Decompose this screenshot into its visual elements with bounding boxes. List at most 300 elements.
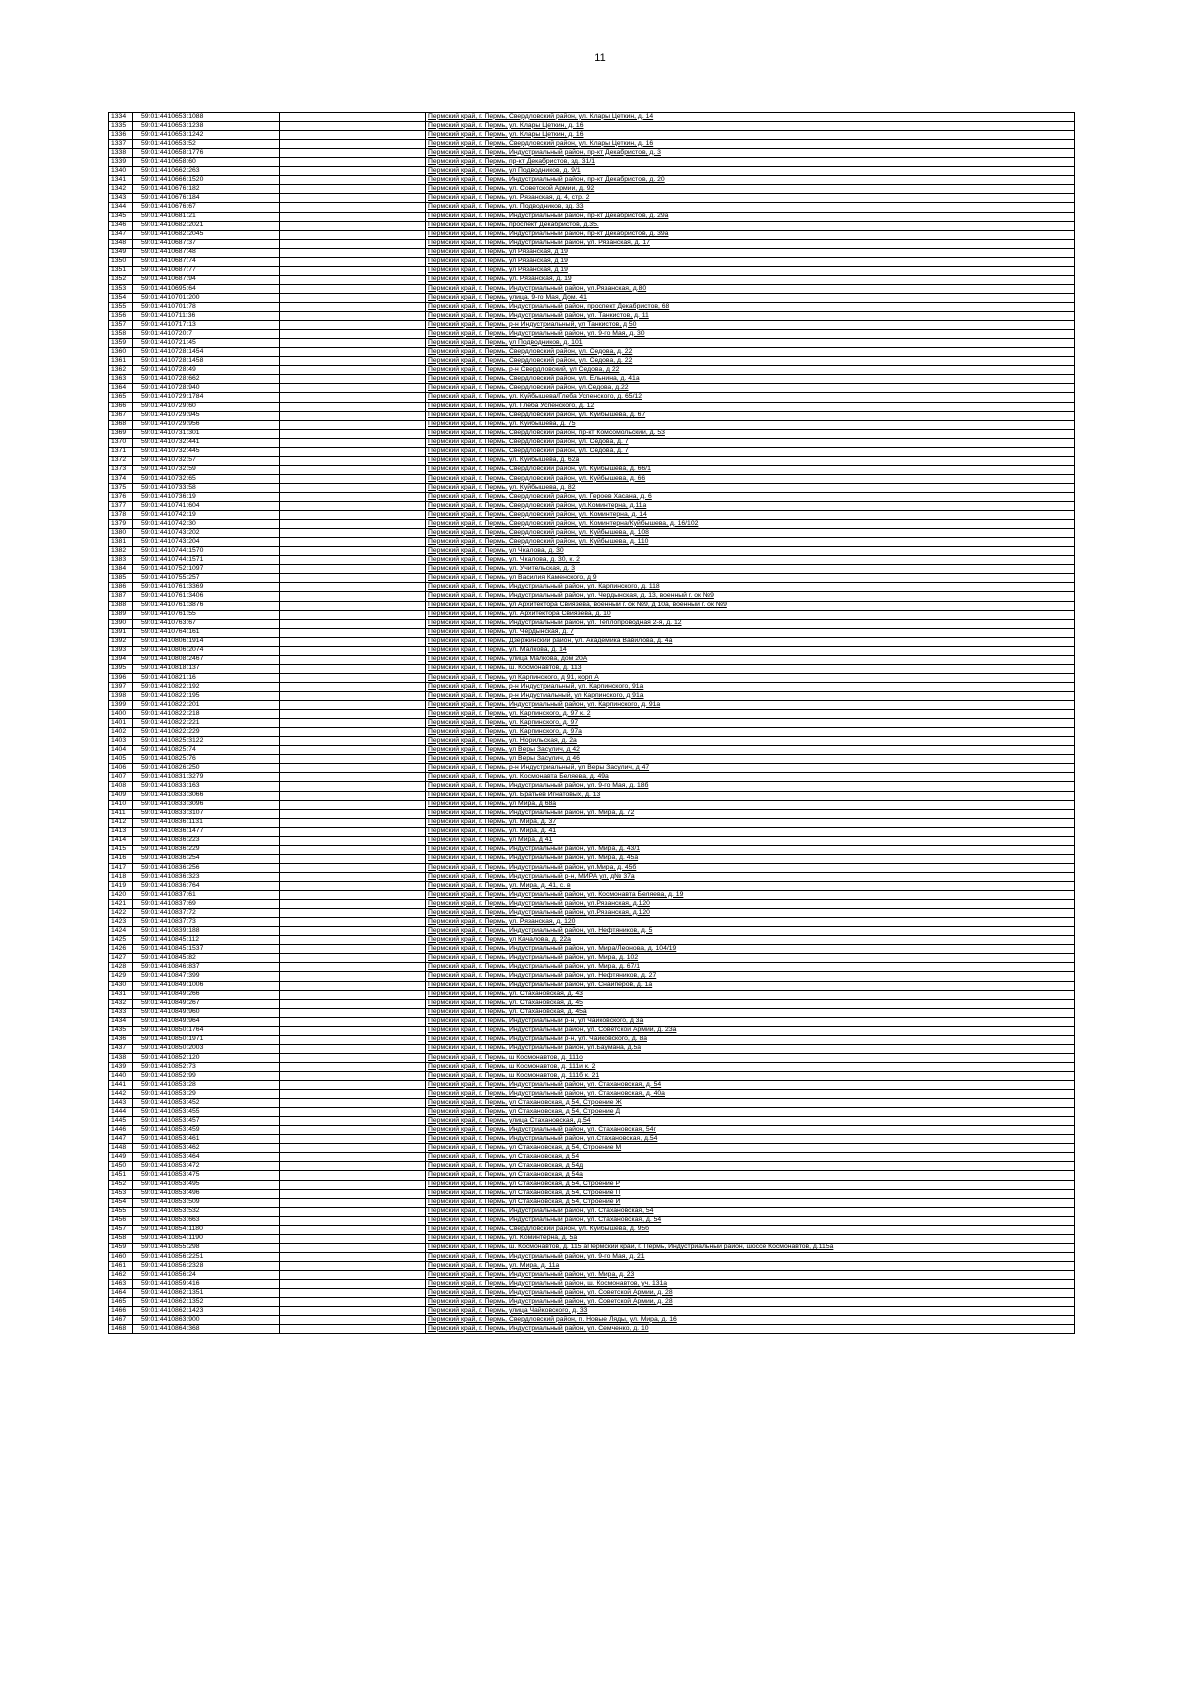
table-row (109, 1071, 1075, 1080)
row-number-cell: 1458 (109, 1234, 133, 1243)
table-row (109, 321, 1075, 330)
table-row (109, 646, 1075, 655)
address-cell: Пермский край, г. Пермь, ул. Рязанская, д. 19 (426, 275, 1075, 284)
empty-cell (280, 954, 426, 963)
address-cell: Пермский край, г. Пермь, Свердловский район, ул. Куйбышева, д. 66 (426, 474, 1075, 483)
address-cell: Пермский край, г. Пермь, ул. Стахановская, д. 45 (426, 999, 1075, 1008)
cadastral-number-cell: 59:01:4410853:28 (133, 1081, 280, 1090)
cadastral-number-cell: 59:01:4410729:1784 (133, 393, 280, 402)
address-cell: Пермский край, г. Пермь, ул Рязанская, д 19 (426, 266, 1075, 275)
table-row (109, 827, 1075, 836)
row-number-cell: 1468 (109, 1325, 133, 1334)
row-number-cell: 1334 (109, 113, 133, 122)
cadastral-number-cell: 59:01:4410744:1571 (133, 556, 280, 565)
row-number-cell: 1462 (109, 1271, 133, 1280)
table-row (109, 1216, 1075, 1225)
cadastral-number-cell: 59:01:4410676:184 (133, 194, 280, 203)
cadastral-number-cell: 59:01:4410728:1454 (133, 348, 280, 357)
table-row (109, 456, 1075, 465)
address-cell: Пермский край, г. Пермь, Индустриальный район, ул. 9-го Мая, д. 30 (426, 330, 1075, 339)
table-row (109, 1035, 1075, 1044)
empty-cell (280, 312, 426, 321)
cadastral-number-cell: 59:01:4410729:945 (133, 411, 280, 420)
cadastral-number-cell: 59:01:4410836:254 (133, 854, 280, 863)
cadastral-number-cell: 59:01:4410658:1776 (133, 149, 280, 158)
row-number-cell: 1348 (109, 239, 133, 248)
empty-cell (280, 737, 426, 746)
row-number-cell: 1363 (109, 375, 133, 384)
cadastral-number-cell: 59:01:4410666:1520 (133, 176, 280, 185)
empty-cell (280, 330, 426, 339)
empty-cell (280, 746, 426, 755)
empty-cell (280, 1090, 426, 1099)
address-cell: Пермский край, г. Пермь, ул. Мира, д. 11а (426, 1261, 1075, 1270)
row-number-cell: 1429 (109, 972, 133, 981)
address-cell: Пермский край, г. Пермь, ул. Карпинского, д. 97 к. 2 (426, 710, 1075, 719)
cadastral-number-cell: 59:01:4410764:161 (133, 628, 280, 637)
address-cell: Пермский край, г. Пермь, ул. Глеба Успенского, д. 12 (426, 402, 1075, 411)
row-number-cell: 1392 (109, 637, 133, 646)
table-row (109, 881, 1075, 890)
table-row (109, 465, 1075, 474)
row-number-cell: 1453 (109, 1189, 133, 1198)
row-number-cell: 1444 (109, 1108, 133, 1117)
table-row (109, 999, 1075, 1008)
row-number-cell: 1340 (109, 167, 133, 176)
cadastral-number-cell: 59:01:4410729:956 (133, 420, 280, 429)
empty-cell (280, 122, 426, 131)
empty-cell (280, 321, 426, 330)
table-row (109, 1044, 1075, 1053)
empty-cell (280, 266, 426, 275)
empty-cell (280, 845, 426, 854)
address-cell: Пермский край, г. Пермь, улица Малкова, дом 20А (426, 655, 1075, 664)
empty-cell (280, 429, 426, 438)
empty-cell (280, 800, 426, 809)
table-row (109, 682, 1075, 691)
empty-cell (280, 149, 426, 158)
row-number-cell: 1377 (109, 502, 133, 511)
row-number-cell: 1369 (109, 429, 133, 438)
empty-cell (280, 637, 426, 646)
address-cell: Пермский край, г. Пермь, Индустриальный район, ул. Космонавта Беляева, д. 19 (426, 891, 1075, 900)
cadastral-number-cell: 59:01:4410822:201 (133, 701, 280, 710)
row-number-cell: 1415 (109, 845, 133, 854)
row-number-cell: 1416 (109, 854, 133, 863)
empty-cell (280, 185, 426, 194)
empty-cell (280, 836, 426, 845)
address-cell: Пермский край, г. Пермь, ул Стахановская, д 54, Строение П (426, 1189, 1075, 1198)
table-row (109, 348, 1075, 357)
address-cell: Пермский край, г. Пермь, Индустриальный район, ул. Мира, д. 23 (426, 1271, 1075, 1280)
table-row (109, 972, 1075, 981)
row-number-cell: 1336 (109, 131, 133, 140)
row-number-cell: 1364 (109, 384, 133, 393)
row-number-cell: 1411 (109, 809, 133, 818)
address-cell: Пермский край, г. Пермь, Свердловский район, ул. Куйбышева, д. 95б (426, 1225, 1075, 1234)
empty-cell (280, 1243, 426, 1252)
cadastral-number-cell: 59:01:4410701:78 (133, 302, 280, 311)
table-row (109, 818, 1075, 827)
table-row (109, 701, 1075, 710)
table-row (109, 520, 1075, 529)
empty-cell (280, 809, 426, 818)
cadastral-number-cell: 59:01:4410853:29 (133, 1090, 280, 1099)
address-cell: Пермский край, г. Пермь, Индустриальный район, ул.Баумана, д.5а (426, 1044, 1075, 1053)
empty-cell (280, 1271, 426, 1280)
table-row (109, 185, 1075, 194)
row-number-cell: 1396 (109, 673, 133, 682)
table-row (109, 1153, 1075, 1162)
table-row (109, 1108, 1075, 1117)
table-row (109, 601, 1075, 610)
row-number-cell: 1430 (109, 981, 133, 990)
cadastral-number-cell: 59:01:4410849:267 (133, 999, 280, 1008)
empty-cell (280, 881, 426, 890)
empty-cell (280, 284, 426, 293)
address-cell: Пермский край, г. Пермь, проспект Декабристов, д.35. (426, 221, 1075, 230)
cadastral-number-cell: 59:01:4410676:182 (133, 185, 280, 194)
table-row (109, 302, 1075, 311)
row-number-cell: 1382 (109, 547, 133, 556)
table-row (109, 248, 1075, 257)
address-cell: Пермский край, г. Пермь, улица Чайковского, д. 33 (426, 1307, 1075, 1316)
cadastral-number-cell: 59:01:4410806:2074 (133, 646, 280, 655)
cadastral-number-cell: 59:01:4410731:301 (133, 429, 280, 438)
empty-cell (280, 1307, 426, 1316)
address-cell: Пермский край, г. Пермь, Индустриальный район, ул. 9-го Мая, д. 21 (426, 1252, 1075, 1261)
table-row (109, 1099, 1075, 1108)
cadastral-number-cell: 59:01:4410836:256 (133, 863, 280, 872)
row-number-cell: 1422 (109, 909, 133, 918)
address-cell: Пермский край, г. Пермь, ул. Учительская, д. 3 (426, 565, 1075, 574)
row-number-cell: 1360 (109, 348, 133, 357)
address-cell: Пермский край, г. Пермь, Свердловский район, ул. Клары Цеткин, д. 16 (426, 140, 1075, 149)
row-number-cell: 1387 (109, 592, 133, 601)
row-number-cell: 1403 (109, 737, 133, 746)
table-row (109, 1026, 1075, 1035)
row-number-cell: 1371 (109, 447, 133, 456)
row-number-cell: 1445 (109, 1117, 133, 1126)
address-cell: Пермский край, г. Пермь, Индустриальный район, ул. Теплопроводная 2-я, д. 12 (426, 619, 1075, 628)
cadastral-number-cell: 59:01:4410854:1180 (133, 1225, 280, 1234)
address-cell: Пермский край, г. Пермь, ул Стахановская, д 54 (426, 1153, 1075, 1162)
empty-cell (280, 764, 426, 773)
row-number-cell: 1402 (109, 728, 133, 737)
table-row (109, 809, 1075, 818)
cadastral-number-cell: 59:01:4410822:218 (133, 710, 280, 719)
table-row (109, 483, 1075, 492)
row-number-cell: 1438 (109, 1053, 133, 1062)
empty-cell (280, 230, 426, 239)
address-cell: Пермский край, г. Пермь, ул. Рязанская, д. 4, стр. 2 (426, 194, 1075, 203)
empty-cell (280, 438, 426, 447)
cadastral-number-cell: 59:01:4410711:36 (133, 312, 280, 321)
cadastral-number-cell: 59:01:4410837:69 (133, 900, 280, 909)
cadastral-number-cell: 59:01:4410836:764 (133, 881, 280, 890)
table-row (109, 746, 1075, 755)
table-row (109, 402, 1075, 411)
cadastral-number-cell: 59:01:4410822:192 (133, 682, 280, 691)
cadastral-number-cell: 59:01:4410862:1352 (133, 1298, 280, 1307)
cadastral-number-cell: 59:01:4410836:223 (133, 836, 280, 845)
row-number-cell: 1413 (109, 827, 133, 836)
row-number-cell: 1376 (109, 492, 133, 501)
table-row (109, 710, 1075, 719)
table-row (109, 909, 1075, 918)
cadastral-number-cell: 59:01:4410761:3406 (133, 592, 280, 601)
table-row (109, 963, 1075, 972)
row-number-cell: 1449 (109, 1153, 133, 1162)
cadastral-number-cell: 59:01:4410681:21 (133, 212, 280, 221)
address-cell: Пермский край, г. Пермь, Индустриальный район, ул. Карпинского, д. 91а (426, 701, 1075, 710)
row-number-cell: 1394 (109, 655, 133, 664)
table-row (109, 384, 1075, 393)
empty-cell (280, 936, 426, 945)
address-cell: Пермский край, г. Пермь, Индустриальный район, ул. Советской Армии, д. 23а (426, 1026, 1075, 1035)
empty-cell (280, 366, 426, 375)
cadastral-number-cell: 59:01:4410837:73 (133, 918, 280, 927)
table-row (109, 1017, 1075, 1026)
address-cell: Пермский край, г. Пермь, Индустриальный район, ул. 9-го Мая, д. 18б (426, 782, 1075, 791)
table-row (109, 918, 1075, 927)
cadastral-number-cell: 59:01:4410687:77 (133, 266, 280, 275)
address-cell: Пермский край, г. Пермь, р-н Свердловский, ул Седова, д 22 (426, 366, 1075, 375)
table-row (109, 755, 1075, 764)
row-number-cell: 1354 (109, 293, 133, 302)
cadastral-number-cell: 59:01:4410853:509 (133, 1198, 280, 1207)
registry-table-body (109, 113, 1075, 1334)
table-row (109, 1162, 1075, 1171)
address-cell: Пермский край, г. Пермь, Свердловский район, ул. Куйбышева, д. 110 (426, 538, 1075, 547)
table-row (109, 1280, 1075, 1289)
table-row (109, 275, 1075, 284)
empty-cell (280, 456, 426, 465)
table-row (109, 1135, 1075, 1144)
cadastral-number-cell: 59:01:4410845:112 (133, 936, 280, 945)
row-number-cell: 1452 (109, 1180, 133, 1189)
cadastral-number-cell: 59:01:4410852:73 (133, 1062, 280, 1071)
empty-cell (280, 999, 426, 1008)
cadastral-number-cell: 59:01:4410853:663 (133, 1216, 280, 1225)
address-cell: Пермский край, г. Пермь, ш Космонавтов, д. 111и к. 2 (426, 1062, 1075, 1071)
address-cell: Пермский край, г. Пермь, ул. Чердынская, д. 7 (426, 628, 1075, 637)
empty-cell (280, 411, 426, 420)
page-number: 11 (594, 52, 606, 64)
cadastral-number-cell: 59:01:4410721:45 (133, 339, 280, 348)
empty-cell (280, 1126, 426, 1135)
empty-cell (280, 1316, 426, 1325)
row-number-cell: 1404 (109, 746, 133, 755)
row-number-cell: 1375 (109, 483, 133, 492)
table-row (109, 1189, 1075, 1198)
table-row (109, 863, 1075, 872)
empty-cell (280, 302, 426, 311)
table-row (109, 556, 1075, 565)
table-row (109, 203, 1075, 212)
address-cell: Пермский край, г. Пермь, ул Архитектора Свиязева, военный г. ок №9, д 10а, военный г. ок №9 (426, 601, 1075, 610)
address-cell: Пермский край, г. Пермь, ул. Мира, д. 41, с. в (426, 881, 1075, 890)
row-number-cell: 1412 (109, 818, 133, 827)
table-row (109, 945, 1075, 954)
row-number-cell: 1365 (109, 393, 133, 402)
cadastral-number-cell: 59:01:4410822:195 (133, 692, 280, 701)
cadastral-number-cell: 59:01:4410856:2251 (133, 1252, 280, 1261)
address-cell: Пермский край, г. Пермь, ул. Подводников, зд. 33 (426, 203, 1075, 212)
address-cell: Пермский край, г. Пермь, ул Стахановская, д 54, Строение Ж (426, 1099, 1075, 1108)
cadastral-number-cell: 59:01:4410728:662 (133, 375, 280, 384)
empty-cell (280, 1053, 426, 1062)
cadastral-number-cell: 59:01:4410743:204 (133, 538, 280, 547)
row-number-cell: 1357 (109, 321, 133, 330)
empty-cell (280, 402, 426, 411)
table-row (109, 800, 1075, 809)
empty-cell (280, 1008, 426, 1017)
row-number-cell: 1379 (109, 520, 133, 529)
empty-cell (280, 520, 426, 529)
address-cell: Пермский край, г. Пермь, Дзержинский район, ул. Академика Вавилова, д. 4а (426, 637, 1075, 646)
address-cell: Пермский край, г. Пермь, Свердловский район, ул. Клары Цеткин, д. 14 (426, 113, 1075, 122)
empty-cell (280, 1280, 426, 1289)
address-cell: Пермский край, г. Пермь, Индустриальный р-н, ул Чайковского, д 3а (426, 1017, 1075, 1026)
cadastral-number-cell: 59:01:4410682:2045 (133, 230, 280, 239)
cadastral-number-cell: 59:01:4410752:1097 (133, 565, 280, 574)
table-row (109, 1271, 1075, 1280)
table-row (109, 728, 1075, 737)
table-row (109, 330, 1075, 339)
address-cell: Пермский край, г. Пермь, ул Стахановская, д 54, Строение И (426, 1198, 1075, 1207)
cadastral-number-cell: 59:01:4410833:3066 (133, 791, 280, 800)
address-cell: Пермский край, г. Пермь, ш. Космонавтов, д. 113 (426, 664, 1075, 673)
row-number-cell: 1417 (109, 863, 133, 872)
table-row (109, 122, 1075, 131)
address-cell: Пермский край, г. Пермь, Индустриальный район, ул. Рязанская, д. 17 (426, 239, 1075, 248)
address-cell: Пермский край, г. Пермь, ул. Архитектора Свиязева, д. 10 (426, 610, 1075, 619)
empty-cell (280, 710, 426, 719)
cadastral-number-cell: 59:01:4410825:76 (133, 755, 280, 764)
address-cell: Пермский край, г. Пермь, ул. Карпинского, д. 97 (426, 719, 1075, 728)
empty-cell (280, 900, 426, 909)
address-cell: Пермский край, г. Пермь, Индустриальный район, ш. Космонавтов, уч. 131а (426, 1280, 1075, 1289)
cadastral-number-cell: 59:01:4410855:298 (133, 1243, 280, 1252)
empty-cell (280, 972, 426, 981)
table-row (109, 1126, 1075, 1135)
cadastral-number-cell: 59:01:4410845:1537 (133, 945, 280, 954)
address-cell: Пермский край, г. Пермь, ул. Карпинского, д. 97а (426, 728, 1075, 737)
empty-cell (280, 682, 426, 691)
cadastral-number-cell: 59:01:4410806:1914 (133, 637, 280, 646)
row-number-cell: 1433 (109, 1008, 133, 1017)
address-cell: Пермский край, г. Пермь, Свердловский район, ул. Ельнина, д. 41а (426, 375, 1075, 384)
empty-cell (280, 1044, 426, 1053)
row-number-cell: 1378 (109, 511, 133, 520)
empty-cell (280, 664, 426, 673)
cadastral-number-cell: 59:01:4410761:55 (133, 610, 280, 619)
address-cell: Пермский край, г. Пермь, Индустриальный район, проспект Декабристов, 68 (426, 302, 1075, 311)
empty-cell (280, 945, 426, 954)
cadastral-number-cell: 59:01:4410850:1971 (133, 1035, 280, 1044)
cadastral-number-cell: 59:01:4410720:7 (133, 330, 280, 339)
cadastral-number-cell: 59:01:4410662:263 (133, 167, 280, 176)
table-row (109, 610, 1075, 619)
cadastral-number-cell: 59:01:4410741:604 (133, 502, 280, 511)
address-cell: Пермский край, г. Пермь, ул. Мира, д. 37 (426, 818, 1075, 827)
empty-cell (280, 827, 426, 836)
table-row (109, 176, 1075, 185)
cadastral-number-cell: 59:01:4410859:416 (133, 1280, 280, 1289)
address-cell: Пермский край, г. Пермь, Индустриальный район, ул. Мира, д. 72 (426, 809, 1075, 818)
table-row (109, 547, 1075, 556)
cadastral-number-cell: 59:01:4410836:1477 (133, 827, 280, 836)
row-number-cell: 1347 (109, 230, 133, 239)
row-number-cell: 1427 (109, 954, 133, 963)
table-row (109, 565, 1075, 574)
address-cell: Пермский край, г. Пермь, ул. Норильская, д. 2а (426, 737, 1075, 746)
row-number-cell: 1441 (109, 1081, 133, 1090)
row-number-cell: 1374 (109, 474, 133, 483)
address-cell: Пермский край, г. Пермь, Индустриальный район, пр-кт Декабристов, д. 20 (426, 176, 1075, 185)
table-row (109, 981, 1075, 990)
row-number-cell: 1373 (109, 465, 133, 474)
empty-cell (280, 927, 426, 936)
table-row (109, 1081, 1075, 1090)
empty-cell (280, 1017, 426, 1026)
table-row (109, 230, 1075, 239)
empty-cell (280, 601, 426, 610)
empty-cell (280, 1026, 426, 1035)
cadastral-number-cell: 59:01:4410849:1006 (133, 981, 280, 990)
row-number-cell: 1339 (109, 158, 133, 167)
cadastral-number-cell: 59:01:4410687:37 (133, 239, 280, 248)
empty-cell (280, 384, 426, 393)
table-row (109, 393, 1075, 402)
cadastral-number-cell: 59:01:4410853:461 (133, 1135, 280, 1144)
table-row (109, 239, 1075, 248)
address-cell: Пермский край, г. Пермь, Индустриальный район, ул.Стахановская, д.54 (426, 1135, 1075, 1144)
table-row (109, 773, 1075, 782)
table-row (109, 954, 1075, 963)
row-number-cell: 1345 (109, 212, 133, 221)
empty-cell (280, 511, 426, 520)
table-row (109, 673, 1075, 682)
cadastral-number-cell: 59:01:4410653:1242 (133, 131, 280, 140)
empty-cell (280, 1171, 426, 1180)
table-row (109, 221, 1075, 230)
row-number-cell: 1351 (109, 266, 133, 275)
row-number-cell: 1358 (109, 330, 133, 339)
empty-cell (280, 140, 426, 149)
row-number-cell: 1443 (109, 1099, 133, 1108)
table-row (109, 782, 1075, 791)
address-cell: Пермский край, г. Пермь, Свердловский район, ул. Куйбышева, д. 108 (426, 529, 1075, 538)
empty-cell (280, 502, 426, 511)
cadastral-number-cell: 59:01:4410852:99 (133, 1071, 280, 1080)
empty-cell (280, 1162, 426, 1171)
row-number-cell: 1467 (109, 1316, 133, 1325)
table-row (109, 1062, 1075, 1071)
table-row (109, 212, 1075, 221)
cadastral-number-cell: 59:01:4410849:964 (133, 1017, 280, 1026)
address-cell: Пермский край, г. Пермь, ул. Малкова, д. 14 (426, 646, 1075, 655)
empty-cell (280, 1189, 426, 1198)
cadastral-number-cell: 59:01:4410653:52 (133, 140, 280, 149)
table-row (109, 1117, 1075, 1126)
address-cell: Пермский край, г. Пермь, ш. Космонавтов, д. 115 аПермский край, г. Пермь, Индустриальный район, шоссе Космонавтов, д.115а (426, 1243, 1075, 1252)
table-row (109, 1180, 1075, 1189)
table-row (109, 791, 1075, 800)
empty-cell (280, 547, 426, 556)
table-row (109, 1207, 1075, 1216)
